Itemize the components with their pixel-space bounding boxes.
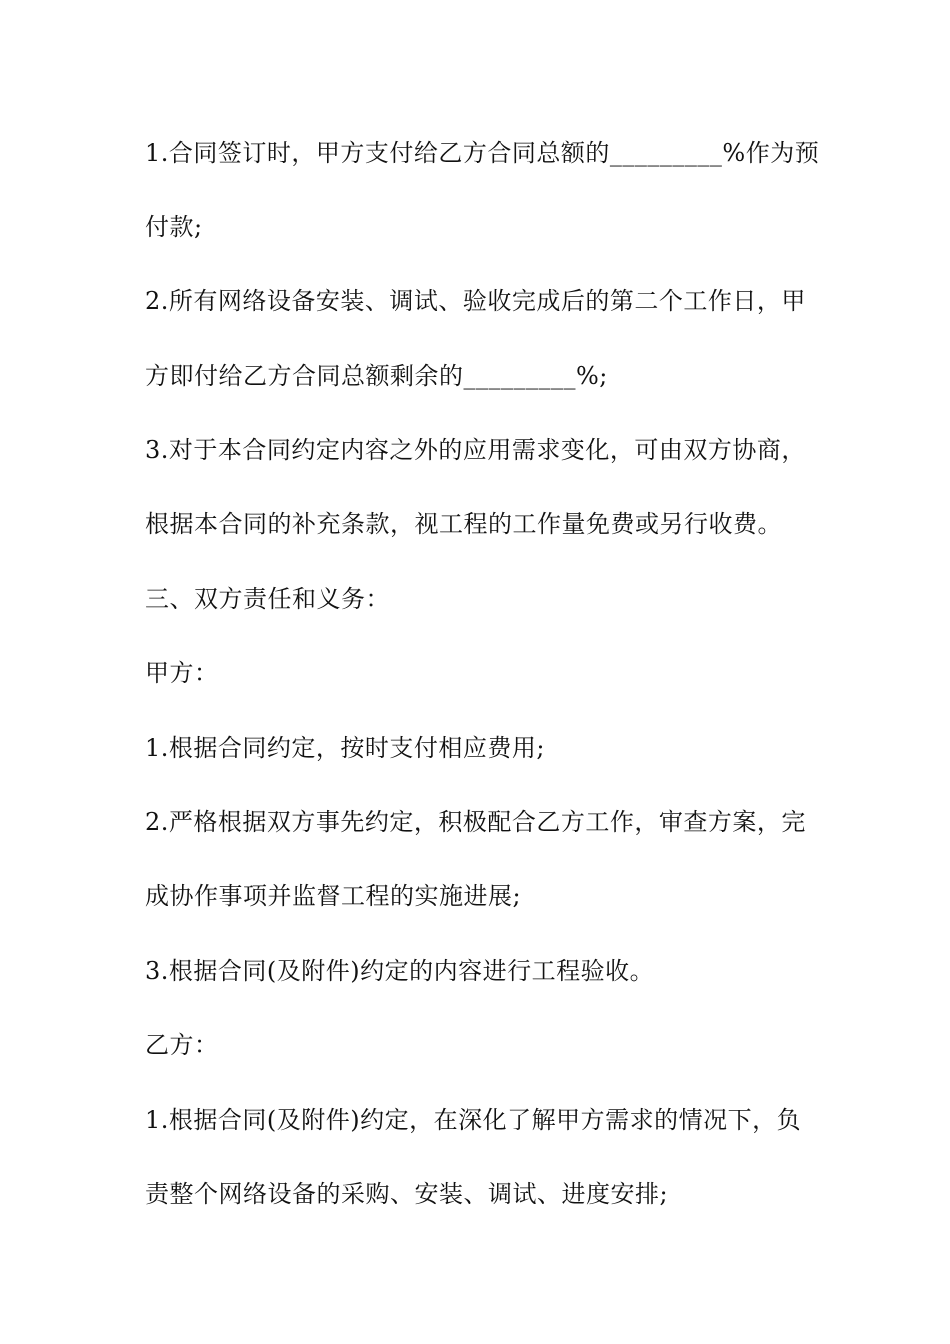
party-a-item-3: 3.根据合同(及附件)约定的内容进行工程验收。: [145, 957, 655, 985]
party-b-item-1-line-2: 责整个网络设备的采购、安装、调试、进度安排;: [145, 1180, 669, 1208]
party-a-heading: 甲方：: [145, 659, 219, 687]
payment-clause-3-line-1: 3.对于本合同约定内容之外的应用需求变化，可由双方协商，: [145, 436, 806, 464]
party-b-heading: 乙方：: [145, 1031, 219, 1059]
party-a-item-1: 1.根据合同约定，按时支付相应费用;: [145, 734, 545, 762]
party-b-item-1-line-1: 1.根据合同(及附件)约定，在深化了解甲方需求的情况下，负: [145, 1106, 802, 1134]
party-a-item-2-line-2: 成协作事项并监督工程的实施进展;: [145, 882, 522, 910]
payment-clause-1-line-2: 付款;: [145, 213, 203, 241]
section-heading-responsibilities: 三、双方责任和义务：: [145, 585, 390, 613]
payment-clause-2-line-2: 方即付给乙方合同总额剩余的_________%;: [145, 362, 608, 390]
party-a-item-2-line-1: 2.严格根据双方事先约定，积极配合乙方工作，审查方案，完: [145, 808, 806, 836]
payment-clause-3-line-2: 根据本合同的补充条款，视工程的工作量免费或另行收费。: [145, 510, 782, 538]
payment-clause-2-line-1: 2.所有网络设备安装、调试、验收完成后的第二个工作日，甲: [145, 287, 806, 315]
payment-clause-1-line-1: 1.合同签订时，甲方支付给乙方合同总额的_________%作为预: [145, 139, 820, 167]
